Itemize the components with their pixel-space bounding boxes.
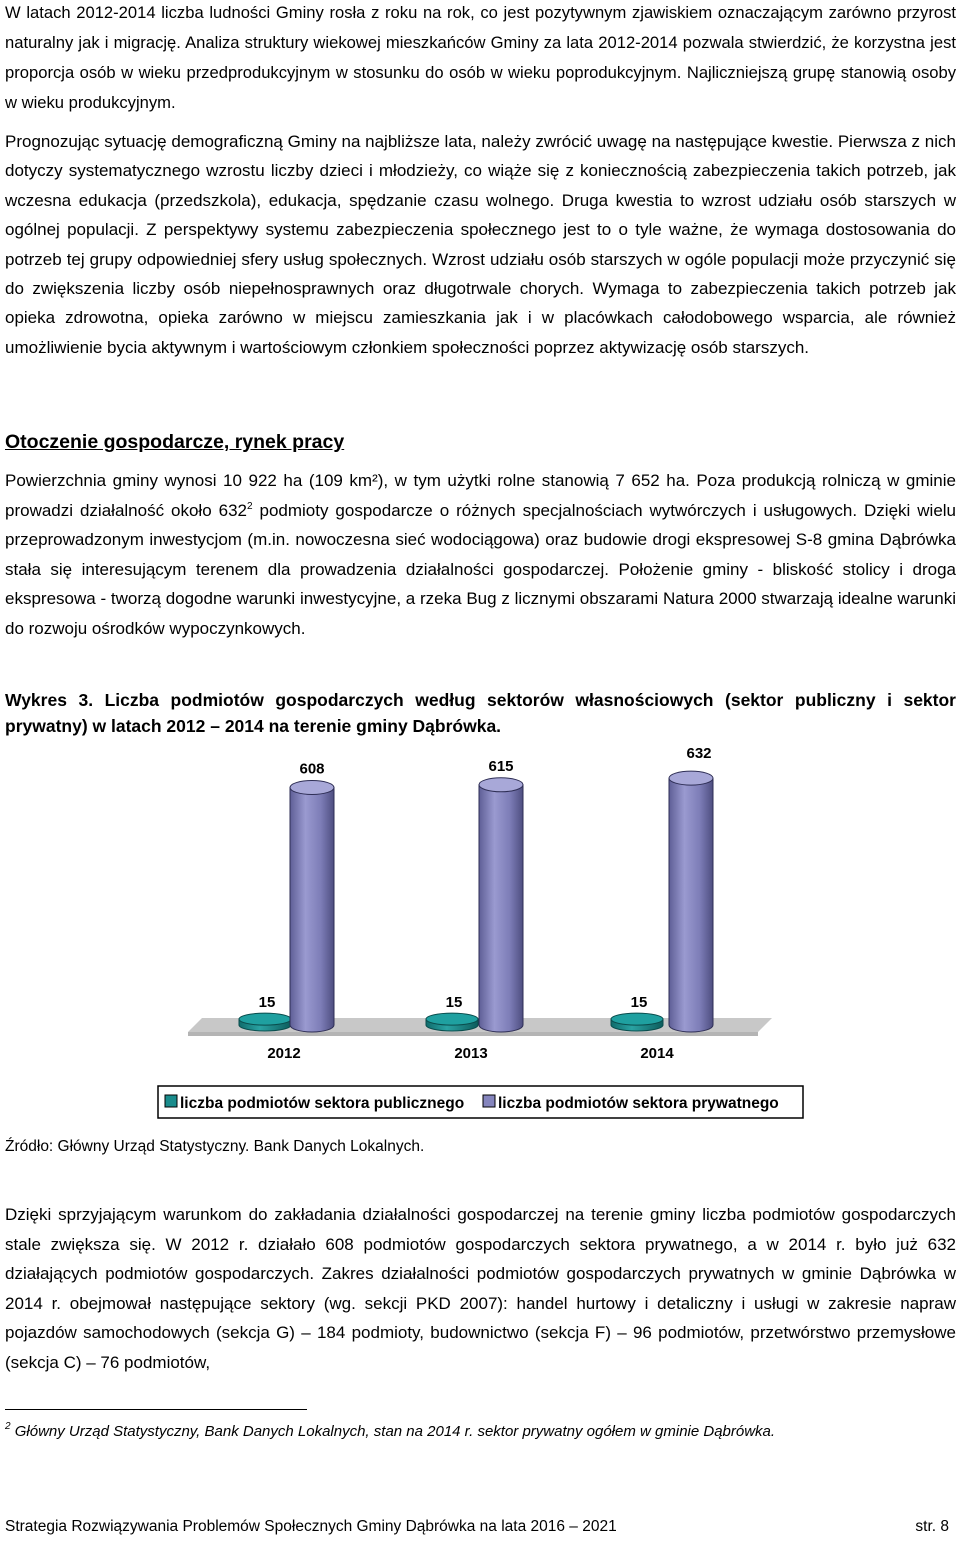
chart-x-axis bbox=[267, 1045, 674, 1062]
public-value-label-2013: 15 bbox=[445, 994, 463, 1012]
footnote-number: 2 bbox=[5, 1421, 11, 1432]
private-value-label-2013: 615 bbox=[488, 757, 514, 775]
legend-label-1: liczba podmiotów sektora publicznego bbox=[180, 1095, 465, 1112]
public-bar-2012 bbox=[239, 1013, 291, 1031]
public-value-label-2012: 15 bbox=[258, 994, 276, 1012]
chart-floor-front bbox=[188, 1032, 758, 1036]
x-tick-label-2012: 2012 bbox=[267, 1045, 301, 1062]
legend-swatch-1 bbox=[165, 1095, 177, 1107]
x-tick-label-2013: 2013 bbox=[454, 1045, 488, 1062]
legend-swatch-2 bbox=[483, 1095, 495, 1107]
page-footer bbox=[5, 1518, 949, 1536]
footnote-divider bbox=[5, 1409, 307, 1410]
footnote-reference: 2 bbox=[246, 500, 253, 512]
public-bar-2013 bbox=[426, 1013, 478, 1031]
paragraph-economy bbox=[5, 466, 956, 644]
source-note: Źródło: Główny Urząd Statystyczny. Bank Danych Lokalnych. bbox=[5, 1138, 425, 1155]
paragraph-demography: W latach 2012-2014 liczba ludności Gminy rosła z roku na rok, co jest pozytywnym zjawiskiem oznaczającym zarówno przyrost naturalny jak i migrację. Analiza struktury wiekowej mieszkańców Gminy za lata 2012-2014 pozwala stwierdzić, że korzystna jest proporcja osób w wieku przedprodukcyjnym w stosunku do osób w wieku poprodukcyjnym. Najliczniejszą grupę stanowią osoby w wieku produkcyjnym. bbox=[5, 3, 956, 112]
paragraph-economy-part2: podmioty gospodarcze o różnych specjalnościach wytwórczych i usługowych. Dzięki wielu przeprowadzonym inwestycjom (m.in. nowoczesna sieć wodociągowa) oraz budowie drogi ekspresowej S-8 gmina Dąbrówka stała się interesującym terenem dla prowadzenia działalności gospodarczej. Położenie gminy - bliskość stolicy i droga ekspresowa - tworzą dogodne warunki inwestycyjne, a rzeka Bug z licznymi obszarami Natura 2000 stwarzają idealne warunki do rozwoju ośrodków wypoczynkowych. bbox=[5, 500, 957, 638]
section-heading: Otoczenie gospodarcze, rynek pracy bbox=[5, 431, 345, 453]
paragraph-forecast: Prognozując sytuację demograficzną Gminy na najbliższe lata, należy zwrócić uwagę na następujące kwestie. Pierwsza z nich dotyczy systematycznego wzrostu liczby dzieci i młodzieży, co wiąże się z koniecznością zabezpieczenia takich potrzeb, jak wczesna edukacja (przedszkola), edukacja, spędzanie czasu wolnego. Druga kwestia to wzrost udziału osób starszych w ogólnej populacji. Z perspektywy systemu zabezpieczenia społecznego jest to o tyle ważne, że wymaga dostosowania do potrzeb tej grupy odpowiedniej sfery usług społecznych. Wzrost udziału osób starszych w ogóle populacji może przyczynić się do zwiększenia liczby osób niepełnosprawnych oraz długotrwale chorych. Wymaga to zabezpieczenia takich potrzeb jak opieka zdrowotna, opieka zarówno w miejscu zamieszkania jak i w placówkach całodobowego wsparcia, ale również umożliwienie bycia aktywnym i wartościowym członkiem społeczności poprzez aktywizację osób starszych. bbox=[5, 132, 956, 357]
bar-chart bbox=[0, 740, 960, 1130]
page-number: str. 8 bbox=[915, 1518, 949, 1535]
public-value-label-2014: 15 bbox=[630, 994, 648, 1012]
paragraph-business: Dzięki sprzyjającym warunkom do zakładania działalności gospodarczej na terenie gminy liczba podmiotów gospodarczych stale zwiększa się. W 2012 r. działało 608 podmiotów gospodarczych sektora prywatnego, a w 2014 r. było już 632 działających podmiotów gospodarczych. Zakres działalności podmiotów gospodarczych prywatnych w gminie Dąbrówka w 2014 r. obejmował następujące sektory (wg. sekcji PKD 2007): handel hurtowy i detaliczny i usługi w zakresie napraw pojazdów samochodowych (sekcja G) – 184 podmioty, budownictwo (sekcja F) – 96 podmiotów, przetwórstwo przemysłowe (sekcja C) – 76 podmiotów, bbox=[5, 1205, 956, 1372]
chart-legend bbox=[158, 1086, 803, 1118]
private-bar-2013 bbox=[479, 778, 523, 1032]
footnote-text: Główny Urząd Statystyczny, Bank Danych Lokalnych, stan na 2014 r. sektor prywatny ogółem w gminie Dąbrówka. bbox=[10, 1423, 776, 1440]
private-value-label-2012: 608 bbox=[299, 760, 325, 778]
private-bar-2014 bbox=[669, 771, 713, 1032]
paragraph-economy-part1: Powierzchnia gminy wynosi 10 922 ha (109 km²), w tym użytki rolne stanowią 7 652 ha. Poza produkcją rolniczą w gminie prowadzi działalność około 632 bbox=[5, 471, 956, 520]
chart-caption: Wykres 3. Liczba podmiotów gospodarczych według sektorów własnościowych (sektor publiczny i sektor prywatny) w latach 2012 – 2014 na terenie gminy Dąbrówka. bbox=[5, 690, 956, 736]
public-bar-2014 bbox=[611, 1013, 663, 1031]
chart-marks bbox=[239, 745, 713, 1032]
private-value-label-2014: 632 bbox=[686, 745, 712, 763]
private-bar-2012 bbox=[290, 781, 334, 1033]
footnote bbox=[5, 1423, 775, 1440]
footer-title: Strategia Rozwiązywania Problemów Społecznych Gminy Dąbrówka na lata 2016 – 2021 bbox=[5, 1518, 617, 1535]
legend-label-2: liczba podmiotów sektora prywatnego bbox=[498, 1095, 779, 1112]
x-tick-label-2014: 2014 bbox=[640, 1045, 674, 1062]
